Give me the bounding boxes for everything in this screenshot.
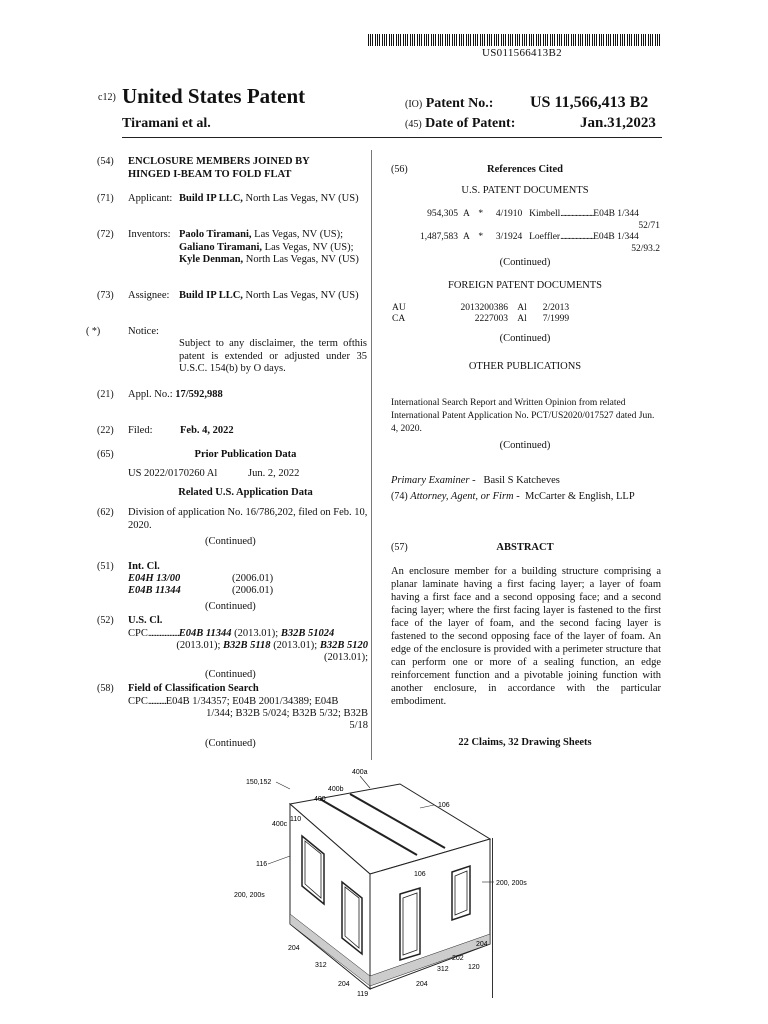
f73-code: (73): [97, 290, 114, 301]
us-doc-2-kind: A: [462, 232, 470, 242]
patent-number-code: (IO): [405, 99, 423, 110]
field-search-cpc-label: CPC: [128, 696, 148, 707]
f21-code: (21): [97, 389, 114, 400]
continued-note-4: (Continued): [205, 738, 256, 749]
us-doc-2-subclass: 52/93.2: [631, 244, 660, 254]
f57-code: (57): [391, 542, 408, 553]
us-cl-cpc-dots: ...................: [147, 628, 179, 639]
int-cl-label: Int. Cl.: [128, 561, 160, 572]
barcode: [370, 34, 662, 46]
us-cl-label: U.S. Cl.: [128, 615, 163, 626]
abstract-title: ABSTRACT: [496, 542, 554, 553]
inventor-short: Tiramani et al.: [122, 116, 211, 131]
continued-note-3: (Continued): [205, 669, 256, 680]
label-312-a: 312: [315, 962, 327, 969]
date-row: [405, 116, 515, 132]
field-search-line-1-text: E04B 1/34357; E04B 2001/34389; E04B: [165, 696, 339, 707]
inventor-1-location: Las Vegas, NV (US);: [251, 229, 344, 240]
filed-label: Filed:: [128, 425, 153, 436]
foreign-doc-1-number: 2013200386: [460, 303, 508, 313]
f72-code: (72): [97, 229, 114, 240]
us-doc-2-class: E04B 1/344: [593, 232, 639, 242]
attorney-name: McCarter & English, LLP: [525, 491, 635, 502]
patent-number-label: Patent No.:: [425, 96, 494, 111]
label-202: 202: [452, 955, 464, 962]
us-cl-cpc-line-2: [128, 640, 368, 653]
int-cl-class-2: E04B 11344: [128, 585, 181, 596]
attorney-row: [391, 491, 661, 504]
representative-drawing: [220, 764, 530, 1014]
label-400: 400: [314, 796, 326, 803]
leader-150: [276, 782, 290, 789]
field-search-line-2: 1/344; B32B 5/024; B32B 5/32; B32B: [206, 708, 368, 719]
foreign-doc-1-date: 2/2013: [542, 303, 570, 313]
patent-title-header: United States Patent: [122, 84, 306, 108]
assignee-name: Build IP LLC,: [179, 290, 243, 301]
label-312-b: 312: [437, 966, 449, 973]
prior-pub-date: Jun. 2, 2022: [248, 468, 300, 479]
appl-no-row: [128, 389, 223, 402]
enclosure-drawing: [220, 764, 530, 1014]
us-doc-2-dots: ........................: [560, 232, 594, 242]
applicant-label: Applicant:: [128, 193, 173, 204]
us-doc-2-number: 1,487,583: [420, 232, 458, 242]
field-search-cpc-dots: ...........: [147, 696, 166, 707]
f56-code: (56): [391, 164, 408, 175]
label-106-top: 106: [438, 802, 450, 809]
division-text: Division of application No. 16/786,202, filed on Feb. 10, 2020.: [128, 507, 368, 531]
us-cl-year-1: (2013.01);: [231, 628, 281, 639]
appl-no-label: Appl. No.:: [128, 389, 173, 400]
field-search-line-1: [128, 696, 368, 709]
us-cl-year-3: (2013.01);: [270, 640, 320, 651]
f51-code: (51): [97, 561, 114, 572]
int-cl-year-1: (2006.01): [232, 573, 274, 584]
attorney-label: Attorney, Agent, or Firm -: [410, 491, 520, 502]
f52-code: (52): [97, 615, 114, 626]
leader-400a: [360, 776, 370, 788]
us-doc-2-name: Loeffler: [529, 232, 561, 242]
foreign-docs-title: FOREIGN PATENT DOCUMENTS: [447, 280, 603, 291]
us-doc-1-dots: ........................: [560, 209, 594, 219]
foreign-doc-2-number: 2227003: [474, 314, 508, 324]
label-204-d: 204: [476, 941, 488, 948]
f22-code: (22): [97, 425, 114, 436]
date-code: (45): [405, 119, 422, 130]
label-400c: 400c: [272, 821, 288, 828]
applicant-value: [179, 193, 359, 206]
f71-code: (71): [97, 193, 114, 204]
foreign-doc-1-kind: Al: [517, 303, 527, 313]
us-doc-1-name: Kimbell: [529, 209, 561, 219]
label-119: 119: [357, 991, 369, 998]
us-doc-2-star: *: [478, 232, 484, 242]
us-cl-cpc-label: CPC: [128, 628, 148, 639]
us-patent-docs-title: U.S. PATENT DOCUMENTS: [461, 185, 589, 196]
inventors-label: Inventors:: [128, 229, 171, 240]
inventor-2-location: Las Vegas, NV (US);: [262, 241, 354, 253]
f62-code: (62): [97, 507, 114, 518]
notice-label: Notice:: [128, 326, 159, 337]
label-400b: 400b: [328, 786, 344, 793]
header-rule: [122, 137, 662, 138]
foreign-doc-2-date: 7/1999: [542, 314, 570, 324]
label-200-left: 200, 200s: [234, 892, 265, 899]
us-cl-cpc-line-1: [128, 628, 368, 641]
patent-number-value: US 11,566,413 B2: [530, 94, 649, 111]
label-204-a: 204: [288, 945, 300, 952]
other-publication-text: International Search Report and Written Opinion from related International Patent Application No. PCT/US2020/017527 dated Jun. 4, 2020.: [391, 398, 655, 434]
abstract-text: An enclosure member for a building structure comprising a planar laminate having a first facing layer; a layer of foam having a first face and a second opposing face; and a second facing layer; where the first facing layer is fastened to the first face of the layer of foam, and the second facing layer is fastened to the second opposing face of the layer of foam. An edge of the enclosure is provided with a perimeter structure that can perform one or more of a sealing function, an edge reinforcement function and a pivotable joining function with another enclosure, in accordance with the particular embodiment.: [391, 566, 661, 707]
us-cl-class-4: B32B 5120: [319, 640, 368, 651]
related-data-title: Related U.S. Application Data: [178, 487, 313, 498]
assignee-label: Assignee:: [128, 290, 170, 301]
examiner-label: Primary Examiner -: [391, 475, 476, 486]
label-204-c: 204: [416, 981, 428, 988]
foreign-doc-row-2: [392, 313, 576, 326]
int-cl-class-1: E04H 13/00: [128, 573, 181, 584]
label-110: 110: [290, 816, 302, 823]
appl-no-value: 17/592,988: [175, 389, 223, 400]
continued-note-6: (Continued): [499, 333, 551, 344]
date-value: Jan.31,2023: [580, 115, 656, 131]
other-publications-title: OTHER PUBLICATIONS: [468, 361, 582, 372]
leader-116: [268, 856, 290, 864]
continued-note-7: (Continued): [499, 440, 551, 451]
f58-code: (58): [97, 683, 114, 694]
us-doc-1-kind: A: [462, 209, 470, 219]
attorney-code: (74): [391, 491, 408, 502]
notice-code: ( *): [86, 326, 101, 337]
int-cl-year-2: (2006.01): [232, 585, 274, 596]
inventor-2-name: Galiano Tiramani,: [179, 241, 263, 253]
references-cited-title: References Cited: [487, 164, 563, 175]
label-400a: 400a: [352, 769, 368, 776]
notice-text: Subject to any disclaimer, the term ofthis patent is extended or adjusted under 35 U.S.C. 154(b) by O days.: [179, 338, 367, 374]
us-cl-class-1: E04B 11344: [178, 628, 232, 639]
date-label: Date of Patent:: [425, 116, 516, 131]
prior-pub-number: US 2022/0170260 Al: [128, 468, 218, 479]
label-204-b: 204: [338, 981, 350, 988]
inventor-3-location: North Las Vegas, NV (US): [243, 254, 359, 265]
us-doc-row-2: [392, 231, 639, 244]
us-cl-year-4: (2013.01);: [323, 652, 368, 663]
us-doc-1-subclass: 52/71: [638, 221, 660, 231]
us-cl-class-2: B32B 51024: [280, 628, 335, 639]
invention-title: ENCLOSURE MEMBERS JOINED BY HINGED I-BEAM TO FOLD FLAT: [128, 156, 310, 180]
assignee-value: [179, 290, 359, 303]
claims-summary: 22 Claims, 32 Drawing Sheets: [458, 737, 592, 748]
figure-side-rule: [492, 838, 493, 998]
us-doc-1-class: E04B 1/344: [593, 209, 639, 219]
f65-code: (65): [97, 449, 114, 460]
applicant-location: North Las Vegas, NV (US): [242, 193, 359, 204]
foreign-doc-2-country: CA: [392, 314, 406, 324]
field-search-label: Field of Classification Search: [128, 683, 259, 694]
us-doc-row-1: [392, 208, 639, 221]
barcode-start-bar: [368, 34, 369, 46]
field-search-line-3: 5/18: [349, 720, 368, 731]
prior-pub-title: Prior Publication Data: [194, 449, 297, 460]
applicant-name: Build IP LLC,: [179, 193, 243, 204]
us-doc-1-star: *: [478, 209, 484, 219]
examiner-row: [391, 475, 560, 488]
label-106-mid: 106: [414, 871, 426, 878]
inventor-1-name: Paolo Tiramani,: [179, 229, 252, 240]
inventor-3-name: Kyle Denman,: [179, 254, 244, 265]
us-doc-1-date: 4/1910: [495, 209, 523, 219]
filed-value: Feb. 4, 2022: [180, 425, 234, 436]
column-divider: [371, 150, 372, 760]
kind-code-label: c12): [98, 92, 116, 103]
continued-note-1: (Continued): [205, 536, 256, 547]
label-200-right: 200, 200s: [496, 880, 527, 887]
us-doc-2-date: 3/1924: [495, 232, 523, 242]
assignee-location: North Las Vegas, NV (US): [242, 290, 359, 301]
us-doc-1-number: 954,305: [427, 209, 458, 219]
us-cl-class-3: B32B 5118: [223, 640, 271, 651]
label-150-152: 150,152: [246, 779, 272, 786]
foreign-doc-2-kind: Al: [517, 314, 527, 324]
label-116: 116: [256, 861, 268, 868]
examiner-name: Basil S Katcheves: [483, 475, 560, 486]
label-120: 120: [468, 964, 480, 971]
patent-number-row: [405, 96, 493, 112]
f54-code: (54): [97, 156, 114, 167]
continued-note-5: (Continued): [499, 257, 551, 268]
foreign-doc-1-country: AU: [392, 303, 406, 313]
us-cl-year-2: (2013.01);: [176, 640, 223, 651]
inventors-value: [179, 229, 364, 267]
continued-note-2: (Continued): [205, 601, 256, 612]
publication-number: US011566413B2: [482, 47, 562, 59]
